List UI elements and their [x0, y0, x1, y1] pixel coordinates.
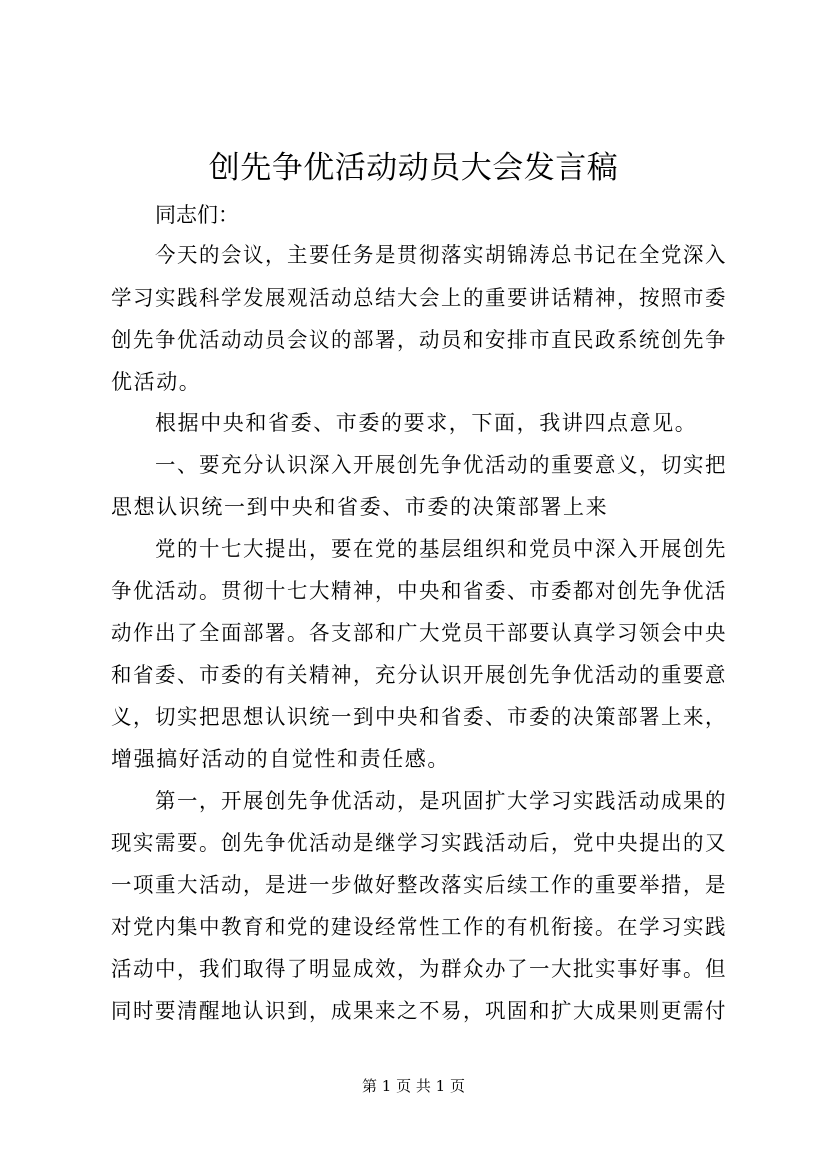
body-line: 动作出了全面部署。各支部和广大党员干部要认真学习领会中央: [111, 621, 727, 645]
body-line: 义，切实把思想认识统一到中央和省委、市委的决策部署上来，: [111, 705, 727, 729]
body-line: 今天的会议，主要任务是贯彻落实胡锦涛总书记在全党深入: [155, 243, 727, 267]
section-heading-line: 思想认识统一到中央和省委、市委的决策部署上来: [111, 495, 609, 519]
body-line: 第一，开展创先争优活动，是巩固扩大学习实践活动成果的: [155, 789, 727, 813]
body-line: 对党内集中教育和党的建设经常性工作的有机衔接。在学习实践: [111, 915, 727, 939]
document-title: 创先争优活动动员大会发言稿: [208, 150, 619, 186]
page-footer: 第 1 页 共 1 页: [362, 1077, 465, 1095]
body-line: 现实需要。创先争优活动是继学习实践活动后，党中央提出的又: [111, 831, 727, 855]
body-line: 创先争优活动动员会议的部署，动员和安排市直民政系统创先争: [111, 328, 727, 352]
body-line: 活动中，我们取得了明显成效，为群众办了一大批实事好事。但: [111, 957, 727, 981]
body-line: 同时要清醒地认识到，成果来之不易，巩固和扩大成果则更需付: [111, 999, 727, 1023]
body-line: 党的十七大提出，要在党的基层组织和党员中深入开展创先: [155, 537, 727, 561]
body-line: 和省委、市委的有关精神，充分认识开展创先争优活动的重要意: [111, 663, 727, 687]
body-line: 争优活动。贯彻十七大精神，中央和省委、市委都对创先争优活: [111, 579, 727, 603]
body-line: 根据中央和省委、市委的要求，下面，我讲四点意见。: [155, 411, 698, 435]
body-line: 增强搞好活动的自觉性和责任感。: [111, 747, 450, 771]
body-line: 一项重大活动，是进一步做好整改落实后续工作的重要举措，是: [111, 873, 727, 897]
body-line: 同志们：: [155, 203, 239, 227]
body-line: 优活动。: [111, 370, 202, 394]
body-line: 学习实践科学发展观活动总结大会上的重要讲话精神，按照市委: [111, 286, 727, 310]
section-heading-line: 一、要充分认识深入开展创先争优活动的重要意义，切实把: [155, 453, 727, 477]
